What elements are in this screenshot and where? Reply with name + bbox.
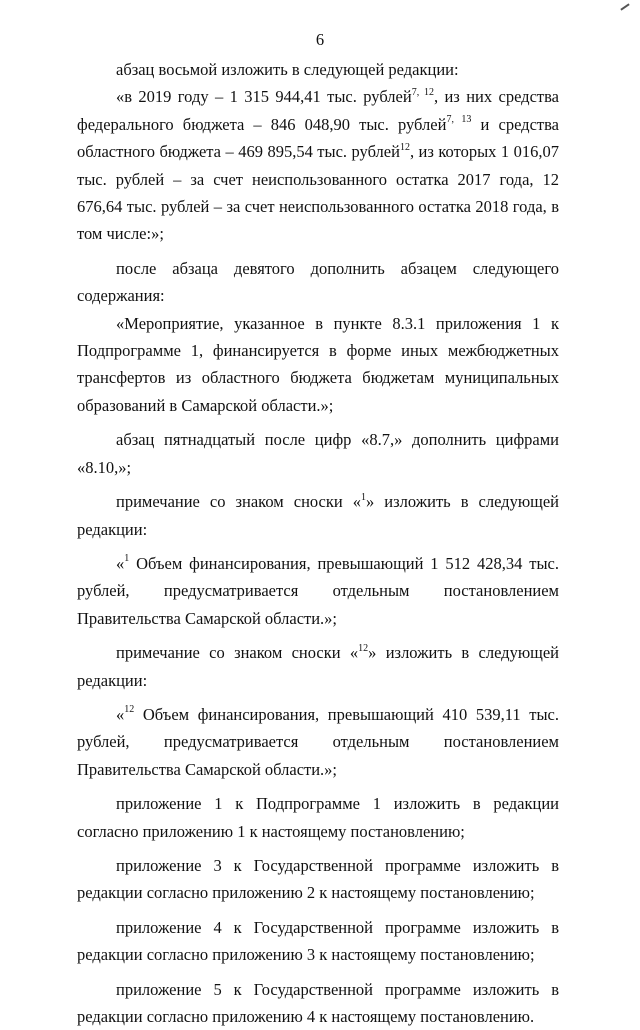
scan-mark bbox=[620, 3, 629, 10]
paragraph-text: , из которых 1 016,07 тыс. рублей – за счет неиспользованного остатка 2017 года, 12 676,64 тыс. рублей – за счет неиспользованного остатка 2018 года, в том числе:»; bbox=[77, 142, 559, 244]
footnote-mark: 7, 13 bbox=[446, 114, 472, 126]
paragraph bbox=[77, 639, 559, 694]
paragraph bbox=[77, 550, 559, 632]
footnote-mark: 12 bbox=[358, 642, 369, 654]
paragraph-text: приложение 5 к Государственной программе изложить в редакции согласно приложению 4 к настоящему постановлению. bbox=[77, 979, 559, 1026]
paragraph-text: » изложить в следующей редакции: bbox=[77, 492, 560, 539]
footnote-mark: 12 bbox=[124, 704, 135, 716]
paragraph-text: примечание со знаком сноски « bbox=[116, 643, 359, 663]
paragraph-text: Объем финансирования, превышающий 1 512 428,34 тыс. рублей, предусматривается отдельным постановлением Правительства Самарской области.»; bbox=[77, 553, 559, 628]
footnote-mark: 1 bbox=[124, 553, 130, 565]
paragraph bbox=[77, 83, 559, 247]
paragraph bbox=[77, 255, 559, 310]
paragraph bbox=[77, 701, 559, 783]
paragraph-text: » изложить в следующей редакции: bbox=[77, 643, 560, 690]
paragraph-text: после абзаца девятого дополнить абзацем следующего содержания: bbox=[77, 258, 559, 306]
paragraph-text: «в 2019 году – 1 315 944,41 тыс. рублей bbox=[116, 87, 412, 107]
paragraph-text: и средства областного бюджета – 469 895,54 тыс. рублей bbox=[77, 114, 559, 162]
paragraph bbox=[77, 310, 559, 420]
paragraph-text: «Мероприятие, указанное в пункте 8.3.1 приложения 1 к Подпрограмме 1, финансируется в форме иных межбюджетных трансфертов из областного бюджета бюджетам муниципальных образований в Самарской области.»; bbox=[77, 313, 559, 415]
footnote-mark: 12 bbox=[399, 141, 410, 153]
paragraph bbox=[77, 790, 559, 845]
paragraph bbox=[77, 426, 559, 481]
paragraph bbox=[77, 852, 559, 907]
paragraph-text: примечание со знаком сноски « bbox=[116, 492, 362, 512]
paragraph-text: , из них средства федерального бюджета – 846 048,90 тыс. рублей bbox=[77, 87, 560, 134]
paragraph-text: приложение 1 к Подпрограмме 1 изложить в редакции согласно приложению 1 к настоящему постановлению; bbox=[77, 794, 559, 841]
footnote-mark: 7, 12 bbox=[411, 86, 434, 98]
paragraph-text: Объем финансирования, превышающий 410 539,11 тыс. рублей, предусматривается отдельным постановлением Правительства Самарской области.»; bbox=[77, 704, 559, 779]
paragraph-text: приложение 4 к Государственной программе изложить в редакции согласно приложению 3 к настоящему постановлению; bbox=[77, 917, 559, 965]
paragraph bbox=[77, 56, 559, 83]
paragraph-text: абзац пятнадцатый после цифр «8.7,» дополнить цифрами «8.10,»; bbox=[77, 430, 559, 477]
paragraph-text: « bbox=[116, 704, 125, 724]
paragraph-text: приложение 3 к Государственной программе изложить в редакции согласно приложению 2 к настоящему постановлению; bbox=[77, 855, 559, 903]
paragraph bbox=[77, 976, 559, 1030]
paragraph bbox=[77, 488, 559, 543]
paragraph bbox=[77, 914, 559, 969]
paragraph-text: абзац восьмой изложить в следующей редакции: bbox=[116, 60, 459, 79]
page-number: 6 bbox=[315, 30, 325, 49]
document-body bbox=[77, 56, 559, 1030]
paragraph-text: « bbox=[116, 553, 125, 573]
footnote-mark: 1 bbox=[361, 491, 367, 503]
